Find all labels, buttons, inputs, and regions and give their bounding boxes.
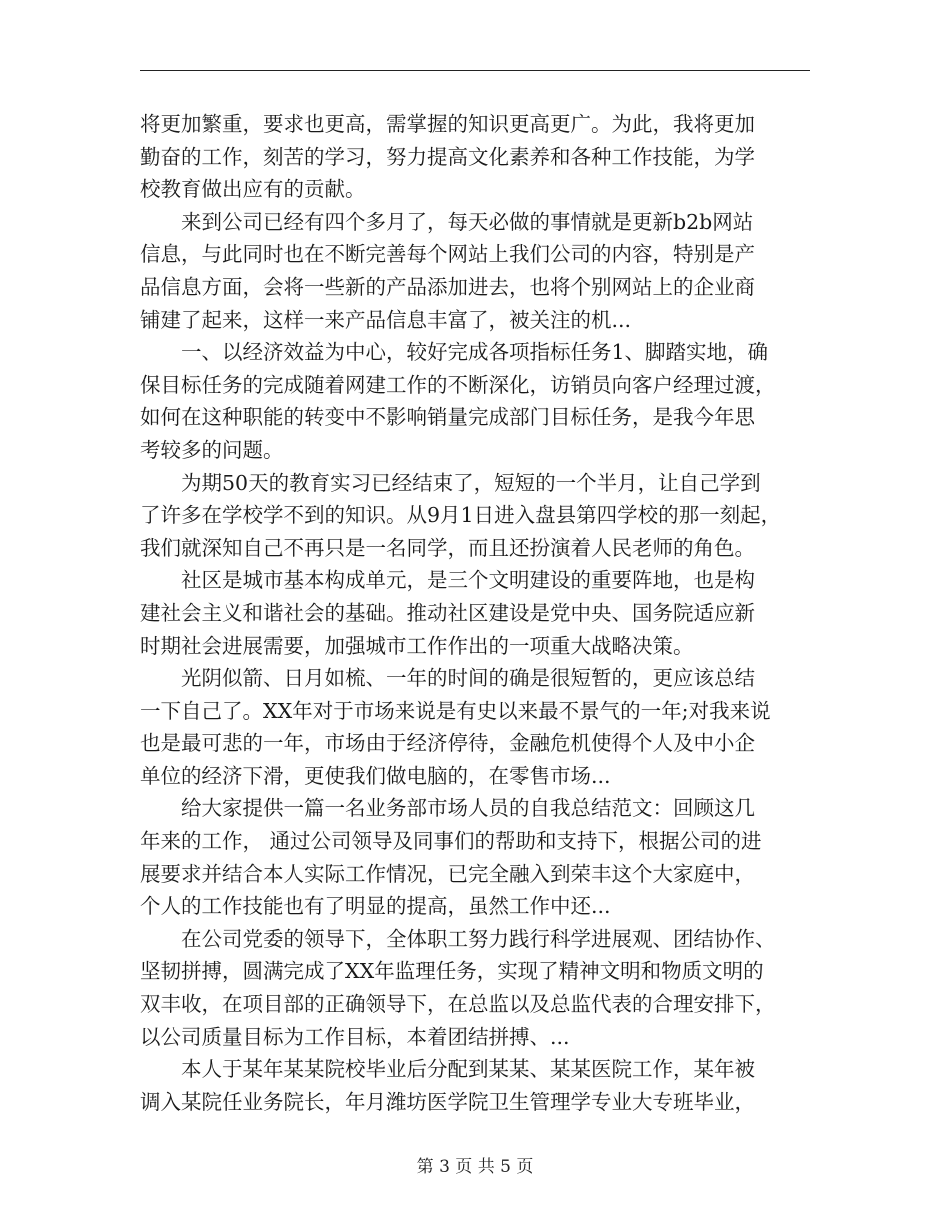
- text-line: 年来的工作， 通过公司领导及同事们的帮助和支持下，根据公司的进: [140, 829, 762, 854]
- paragraph-8: [140, 923, 820, 1053]
- paragraph-5: [140, 564, 820, 662]
- text-line: 如何在这种职能的转变中不影响销量完成部门目标任务，是我今年思: [140, 405, 755, 430]
- text-line: 社区是城市基本构成单元，是三个文明建设的重要阵地，也是构: [181, 568, 755, 593]
- text-line: 为期50天的教育实习已经结束了，短短的一个半月，让自己学到: [181, 470, 761, 495]
- text-line: 勤奋的工作，刻苦的学习，努力提高文化素养和各种工作技能，为学: [140, 144, 755, 169]
- header-rule: [140, 70, 810, 71]
- paragraph-3: [140, 336, 820, 466]
- paragraph-4: [140, 467, 820, 565]
- text-line: 以公司质量目标为工作目标，本着团结拼搏、...: [140, 1024, 570, 1049]
- text-line: 单位的经济下滑，更使我们做电脑的，在零售市场...: [140, 763, 611, 788]
- text-line: 调入某院任业务院长，年月潍坊医学院卫生管理学专业大专班毕业，: [140, 1089, 755, 1114]
- text-line: 个人的工作技能也有了明显的提高，虽然工作中还...: [140, 894, 611, 919]
- text-line: 校教育做出应有的贡献。: [140, 177, 366, 202]
- text-line: 一、以经济效益为中心，较好完成各项指标任务1、脚踏实地，确: [181, 340, 769, 365]
- paragraph-6: [140, 662, 820, 792]
- paragraph-1: [140, 108, 820, 206]
- text-line: 将更加繁重，要求也更高，需掌握的知识更高更广。为此，我将更加: [140, 112, 755, 136]
- text-line: 双丰收，在项目部的正确领导下，在总监以及总监代表的合理安排下，: [140, 992, 776, 1017]
- text-line: 光阴似箭、日月如梳、一年的时间的确是很短暂的，更应该总结: [181, 666, 755, 691]
- text-line: 建社会主义和谐社会的基础。推动社区建设是党中央、国务院适应新: [140, 600, 755, 625]
- text-line: 也是最可悲的一年，市场由于经济停待，金融危机使得个人及中小企: [140, 731, 755, 756]
- text-line: 信息，与此同时也在不断完善每个网站上我们公司的内容，特别是产: [140, 242, 755, 267]
- text-line: 时期社会进展需要，加强城市工作作出的一项重大战略决策。: [140, 633, 694, 658]
- text-line: 品信息方面，会将一些新的产品添加进去，也将个别网站上的企业商: [140, 274, 755, 299]
- paragraph-9: [140, 1053, 820, 1118]
- text-line: 保目标任务的完成随着网建工作的不断深化，访销员向客户经理过渡，: [140, 372, 776, 397]
- text-line: 铺建了起来，这样一来产品信息丰富了，被关注的机...: [140, 307, 632, 332]
- paragraph-2: [140, 206, 820, 336]
- text-line: 坚韧拼搏，圆满完成了XX年监理任务，实现了精神文明和物质文明的: [140, 959, 764, 984]
- text-line: 我们就深知自己不再只是一名同学，而且还扮演着人民老师的角色。: [140, 535, 755, 560]
- text-line: 给大家提供一篇一名业务部市场人员的自我总结范文：回顾这几: [181, 796, 755, 821]
- text-line: 一下自己了。XX年对于市场来说是有史以来最不景气的一年;对我来说: [140, 698, 771, 723]
- text-line: 本人于某年某某院校毕业后分配到某某、某某医院工作，某年被: [181, 1057, 755, 1082]
- text-line: 展要求并结合本人实际工作情况，已完全融入到荣丰这个大家庭中，: [140, 861, 755, 886]
- paragraph-7: [140, 792, 820, 922]
- text-line: 来到公司已经有四个多月了，每天必做的事情就是更新b2b网站: [181, 209, 754, 234]
- page-number-footer: 第 3 页 共 5 页: [416, 1157, 534, 1177]
- text-line: 在公司党委的领导下，全体职工努力践行科学进展观、团结协作、: [181, 926, 776, 951]
- document-body: [140, 108, 820, 1118]
- text-line: 考较多的问题。: [140, 437, 284, 462]
- text-line: 了许多在学校学不到的知识。从9月1日进入盘县第四学校的那一刻起，: [140, 503, 782, 528]
